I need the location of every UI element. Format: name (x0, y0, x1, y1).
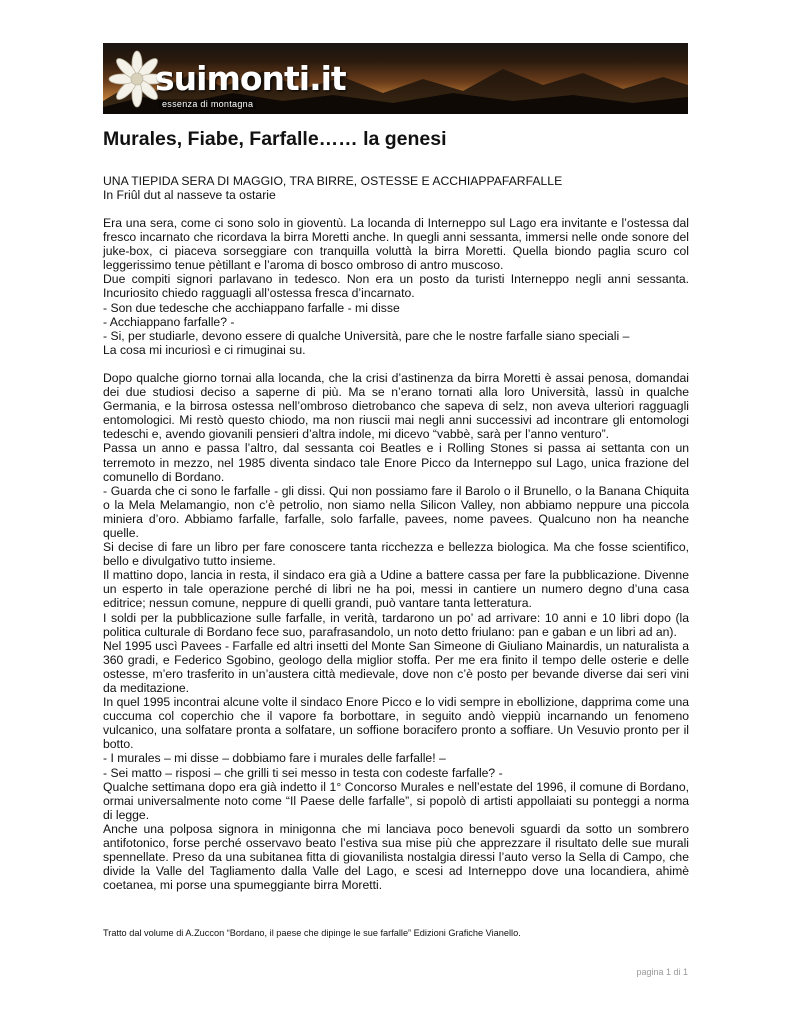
article-intro (103, 174, 693, 202)
paragraph: - Guarda che ci sono le farfalle - gli dissi. Qui non possiamo fare il Barolo o il Brunello, o la Banana Chiquita o la Mela Melamangio, non c’è petrolio, non siamo nella Silicon Valley, non abbiamo neppure una piccola miniera d’oro. Abbiamo farfalle, farfalle, solo farfalle, pavees, nome pavees. Qualcuno non ha neanche quelle. (103, 483, 689, 540)
paragraph: In quel 1995 incontrai alcune volte il sindaco Enore Picco e lo vidi sempre in ebollizione, dapprima come una cuccuma col coperchio che il vapore fa borbottare, in seguito andò vieppiù incarnando un fenomeno vulcanico, una solfatare pronta a solfatare, un soffione boracifero pronto a soffiare. Un Vesuvio pronto per il botto. (103, 695, 689, 752)
paragraph: Qualche settimana dopo era già indetto il 1° Concorso Murales e nell’estate del 1996, il comune di Bordano, ormai universalmente noto come “Il Paese delle farfalle”, si popolò di artisti appollaiati su ponteggi a norma di legge. (103, 779, 689, 822)
dialogue-line: - Sei matto – risposi – che grilli ti sei messo in testa con codeste farfalle? - (103, 765, 503, 780)
paragraph: I soldi per la pubblicazione sulle farfalle, in verità, tardarono un po’ ad arrivare: 10 anni e 10 libri dopo (la politica culturale di Bordano fece suo, parafrasandolo, un noto detto friulano: pan e gaban e un libri ad an). (103, 610, 689, 639)
paragraph: Nel 1995 uscì Pavees - Farfalle ed altri insetti del Monte San Simeone di Giuliano Mainardis, un naturalista a 360 gradi, e Federico Sgobino, geologo della miglior stoffa. Per me era finito il tempo delle osterie e delle ostesse, m’ero trasferito in un’austera città medievale, dove non c’è posto per bevande diverse dai seri vini da meditazione. (103, 638, 689, 695)
dialogue-line: - Acchiappano farfalle? - (103, 314, 235, 329)
page-number: pagina 1 di 1 (636, 967, 688, 977)
page-title: Murales, Fiabe, Farfalle…… la genesi (103, 128, 447, 150)
paragraph: Dopo qualche giorno tornai alla locanda, che la crisi d’astinenza da birra Moretti è assai penosa, domandai dei due studiosi deciso a saperne di più. Ma se n’erano tornati alla loro Università, lassù in qualche Germania, e la birrosa ostessa nell’ombroso dietrobanco che sapeva di selz, non aveva ulteriori ragguagli entomologici. Mi restò questo chiodo, ma non riuscii mai negli anni successivi ad incontrare gli entomologi tedeschi e, avendo giovanili pensieri d’altra indole, mi dicevo “vabbè, sarà per l’anno venturo”. (103, 370, 689, 442)
paragraph: La cosa mi incuriosì e ci rimuginai su. (103, 342, 306, 357)
site-tagline: essenza di montagna (159, 99, 256, 109)
paragraph: Si decise di fare un libro per fare conoscere tanta ricchezza e bellezza biologica. Ma che fosse scientifico, bello e divulgativo tutto insieme. (103, 540, 689, 569)
article-body (103, 216, 689, 892)
paragraph: Due compiti signori parlavano in tedesco. Non era un posto da turisti Interneppo negli anni sessanta. Incuriosito chiedo ragguagli all’ostessa fresca d’incarnato. (103, 272, 689, 301)
dialogue-line: - Si, per studiarle, devono essere di qualche Università, pare che le nostre farfalle siano speciali – (103, 328, 630, 343)
intro-subheading: In Friûl dut al nasseve ta ostarie (103, 188, 276, 203)
paragraph: Passa un anno e passa l’altro, dal sessanta coi Beatles e i Rolling Stones si passa ai settanta con un terremoto in mezzo, nel 1985 diventa sindaco tale Enore Picco da Interneppo sul Lago, unica frazione del comunello di Bordano. (103, 441, 689, 484)
intro-heading: UNA TIEPIDA SERA DI MAGGIO, TRA BIRRE, OSTESSE E ACCHIAPPAFARFALLE (103, 174, 563, 188)
header-banner (103, 43, 688, 114)
source-credit: Tratto dal volume di A.Zuccon “Bordano, il paese che dipinge le sue farfalle” Edizioni Grafiche Vianello. (103, 928, 521, 938)
paragraph: Era una sera, come ci sono solo in gioventù. La locanda di Interneppo sul Lago era invitante e l’ostessa dal fresco incarnato che ricordava la birra Moretti anche. In quegli anni sessanta, immersi nelle onde sonore del juke-box, ci piaceva sorseggiare con tranquilla voluttà la birra Moretti. Quella biondo paglia scuro col leggerissimo tenue pètillant e l’aroma di bosco ombroso di antro muscoso. (103, 216, 689, 273)
paragraph: Il mattino dopo, lancia in resta, il sindaco era già a Udine a battere cassa per fare la pubblicazione. Divenne un esperto in tale operazione perché di libri ne ha poi, messi in cantiere un numero degno d’una casa editrice; nessun comune, neppure di quelli grandi, può vantare tanta letteratura. (103, 568, 689, 611)
paragraph: Anche una polposa signora in minigonna che mi lanciava poco benevoli sguardi da sotto un sombrero antifotonico, forse perché osservavo beato l’estiva sua mise più che apprezzare il risultato delle sue murali spennellate. Preso da una subitanea fitta di giovanilista nostalgia diressi l’auto verso la Sella di Campo, che divide la Valle del Tagliamento dalla Valle del Lago, e scesi ad Interneppo dove una locandiera, ahimè coetanea, mi porse una spumeggiante birra Moretti. (103, 821, 689, 893)
dialogue-line: - Son due tedesche che acchiappano farfalle - mi disse (103, 300, 400, 315)
site-logo-text: suimonti.it (155, 59, 346, 98)
dialogue-line: - I murales – mi disse – dobbiamo fare i murales delle farfalle! – (103, 751, 446, 766)
